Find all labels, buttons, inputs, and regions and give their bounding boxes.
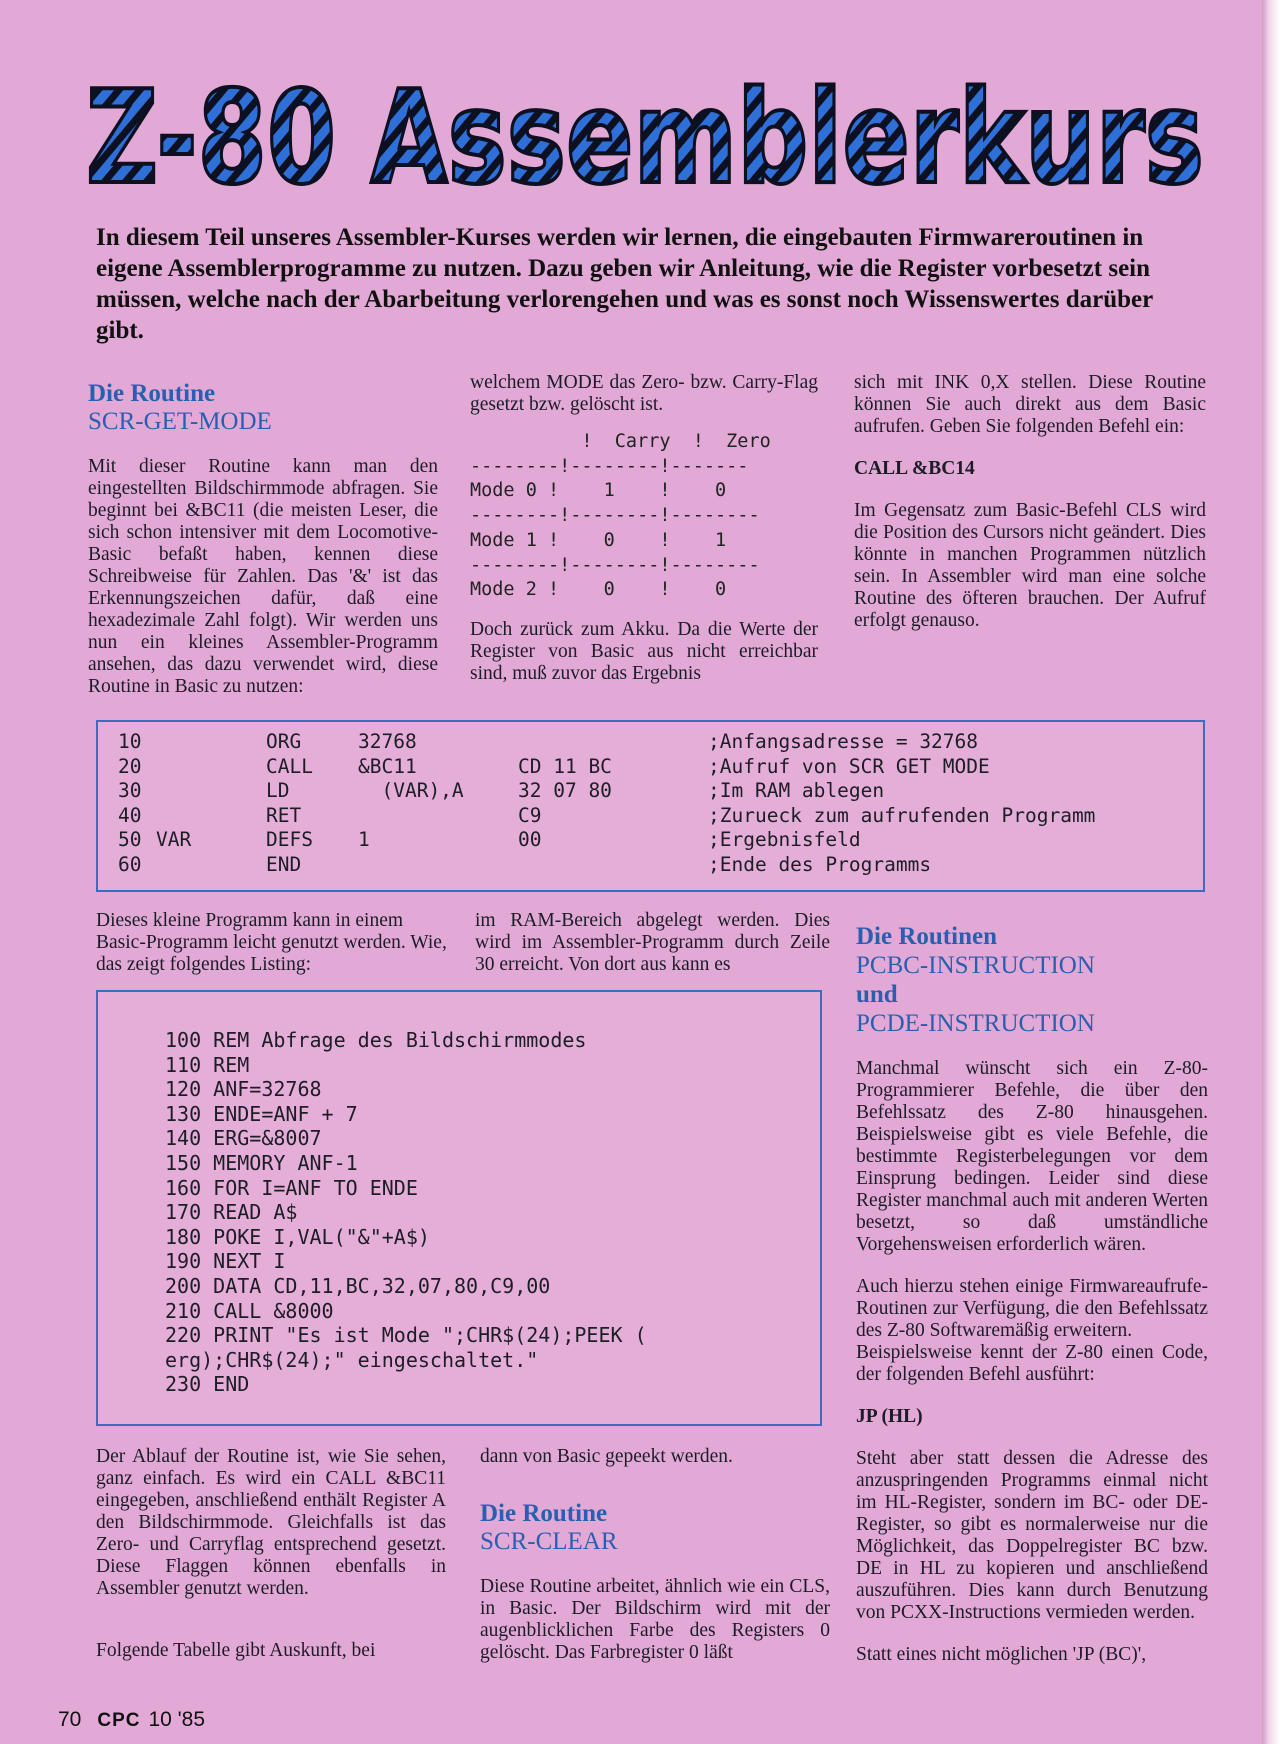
column-right-lower	[856, 922, 1208, 1666]
asm-op: RET	[266, 803, 302, 827]
column-left-mid	[96, 910, 448, 976]
asm-arg: (VAR),A	[358, 779, 464, 803]
page-title	[86, 74, 1206, 194]
paragraph: dann von Basic gepeekt werden.	[480, 1446, 733, 1467]
asm-comment: ;Aufruf von SCR GET MODE	[708, 754, 990, 778]
intro-text: In diesem Teil unseres Assembler-Kurses werden wir lernen, die eingebauten Firmwareroutinen in eigene Assemblerprogramme zu nutzen. Dazu geben wir Anleitung, wie die Register vorbesetzt sein müssen, welche nach der Abarbeitung verlorengehen und was es sonst noch Wissenswertes darüber gibt.	[96, 224, 1153, 344]
heading-line: PCDE-INSTRUCTION	[856, 1010, 1095, 1037]
paragraph: sich mit INK 0,X stellen. Diese Routine können Sie auch direkt aus dem Basic aufrufen. Geben Sie folgenden Befehl ein:	[854, 372, 1206, 437]
page-footer	[58, 1708, 205, 1732]
paragraph: Im Gegensatz zum Basic-Befehl CLS wird die Position des Cursors nicht geändert. Dies könnte in manchen Programmen nützlich sein. In Assembler wird man eine solche Routine des öfteren brauchen. Der Aufruf erfolgt genauso.	[854, 500, 1206, 631]
command-call-bc14: CALL &BC14	[854, 458, 975, 479]
paragraph: Beispielsweise kennt der Z-80 einen Code, der folgenden Befehl ausführt:	[856, 1342, 1208, 1385]
asm-arg: 1	[358, 828, 370, 852]
asm-line: 10	[118, 730, 142, 753]
asm-op: LD	[266, 779, 290, 803]
asm-comment: ;Im RAM ablegen	[708, 779, 885, 803]
asm-arg: 32768	[358, 730, 417, 753]
column-middle-bottom	[480, 1446, 830, 1664]
paragraph: Diese Routine arbeitet, ähnlich wie ein CLS, in Basic. Der Bildschirm wird mit der augenblicklichen Farbe des Registers 0 gelöscht. Das Farbregister 0 läßt	[480, 1576, 830, 1663]
paragraph: Statt eines nicht möglichen 'JP (BC)',	[856, 1644, 1147, 1665]
asm-line: 60	[118, 853, 142, 876]
column-middle-mid	[475, 910, 830, 976]
title-text: Z-80 Assemblerkurs	[86, 74, 1204, 194]
asm-label: VAR	[156, 828, 192, 852]
column-left-bottom	[96, 1446, 446, 1662]
heading-line: Die Routine	[480, 1500, 608, 1527]
asm-hex: 00	[518, 828, 542, 852]
title-graphic	[86, 74, 1206, 194]
paragraph: Manchmal wünscht sich ein Z-80-Programmierer Befehle, die über den Befehlssatz des Z-80 hinausgehen. Beispielsweise gibt es viele Befehle, die bestimmte Registerbelegungen vor dem Einsprung bedingen. Leider sind diese Register manchmal auch mit anderen Werten besetzt, so daß umständliche Vorgehensweisen erforderlich wären.	[856, 1058, 1208, 1255]
asm-hex: 32 07 80	[518, 779, 612, 803]
basic-listing: 100 REM Abfrage des Bildschirmmodes 110 REM 120 ANF=32768 130 ENDE=ANF + 7 140 ERG=&8007 150 MEMORY ANF-1 160 FOR I=ANF TO ENDE 170 READ A$ 180 POKE I,VAL("&"+A$) 190 NEXT I 200 DATA CD,11,BC,32,07,80,C9,00 210 CALL &8000 220 PRINT "Es ist Mode ";CHR$(24);PEEK ( erg);CHR$(24);" eingeschaltet." 230 END	[165, 1028, 647, 1397]
issue-date: 10 '85	[148, 1708, 206, 1731]
paragraph: Steht aber statt dessen die Adresse des anzuspringenden Programms einmal nicht im HL-Register, sondern im BC- oder DE-Register, so gibt es normalerweise nur die Möglichkeit, das Doppelregister BC bzw. DE in HL zu kopieren und anschließend auszuführen. Dies kann durch Benutzung von PCXX-Instructions vermieden werden.	[856, 1448, 1208, 1623]
asm-hex: C9	[518, 803, 542, 827]
assembler-listing	[96, 720, 1205, 892]
paragraph: Der Ablauf der Routine ist, wie Sie sehen, ganz einfach. Es wird ein CALL &BC11 eingegeben, anschließend enthält Register A den Bildschirmmode. Gleichfalls ist das Zero- und Carryflag entsprechend gesetzt. Diese Flaggen können ebenfalls in Assembler genutzt werden.	[96, 1446, 446, 1599]
paragraph: welchem MODE das Zero- bzw. Carry-Flag gesetzt bzw. gelöscht ist.	[470, 372, 818, 415]
asm-op: DEFS	[266, 828, 313, 852]
heading-pcbc-pcde	[856, 922, 1208, 1038]
paragraph: Folgende Tabelle gibt Auskunft, bei	[96, 1640, 376, 1661]
asm-op: CALL	[266, 754, 313, 778]
flag-table: ! Carry ! Zero --------!--------!------- Mode 0 ! 1 ! 0 --------!--------!-------- Mode 1 ! 0 ! 1 --------!--------!-------- Mode 2 ! 0 ! 0	[470, 431, 771, 601]
asm-line: 20	[118, 754, 142, 778]
command-jp-hl: JP (HL)	[856, 1406, 923, 1427]
page-number: 70	[58, 1708, 82, 1731]
asm-arg: &BC11	[358, 754, 417, 778]
paragraph: Mit dieser Routine kann man den eingestellten Bildschirmmode abfragen. Sie beginnt bei &BC11 (die meisten Leser, die sich schon intensiver mit dem Locomotive-Basic befaßt haben, kennen diese Schreibweise für Zahlen. Das '&' ist das Erkennungszeichen dafür, daß eine hexadezimale Zahl folgt). Wir werden uns nun ein kleines Assembler-Programm ansehen, das dazu verwendet wird, diese Routine in Basic zu nutzen:	[88, 456, 438, 697]
asm-line: 40	[118, 803, 142, 827]
heading-line: Die Routinen	[856, 923, 997, 950]
paragraph: im RAM-Bereich abgelegt werden. Dies wird im Assembler-Programm durch Zeile 30 erreicht. Von dort aus kann es	[475, 910, 830, 975]
paragraph: Auch hierzu stehen einige Firmwareaufrufe-Routinen zur Verfügung, die den Befehlssatz des Z-80 Softwaremäßig erweitern.	[856, 1276, 1208, 1341]
paragraph: Doch zurück zum Akku. Da die Werte der Register von Basic aus nicht erreichbar sind, muß zuvor das Ergebnis	[470, 618, 818, 684]
heading-scr-clear	[480, 1500, 830, 1556]
asm-comment: ;Ende des Programms	[708, 853, 932, 876]
asm-comment: ;Ergebnisfeld	[708, 828, 861, 852]
asm-comment: ;Zurueck zum aufrufenden Programm	[708, 803, 1096, 827]
asm-hex: CD 11 BC	[518, 754, 612, 778]
heading-line: PCBC-INSTRUCTION	[856, 952, 1095, 979]
page-edge	[1262, 0, 1280, 1744]
asm-comment: ;Anfangsadresse = 32768	[708, 730, 979, 753]
column-middle	[470, 372, 818, 685]
column-left	[88, 380, 438, 698]
paragraph: Dieses kleine Programm kann in einem Basic-Programm leicht genutzt werden. Wie, das zeigt folgendes Listing:	[96, 910, 447, 975]
column-right-top	[854, 372, 1206, 632]
heading-line: und	[856, 981, 898, 1008]
asm-line: 30	[118, 779, 142, 803]
heading-line: SCR-GET-MODE	[88, 408, 272, 435]
magazine-name: CPC	[97, 1710, 141, 1731]
heading-scr-get-mode	[88, 380, 438, 436]
asm-op: ORG	[266, 730, 302, 753]
asm-op: END	[266, 853, 302, 876]
asm-line: 50	[118, 828, 142, 852]
heading-line: SCR-CLEAR	[480, 1528, 618, 1555]
heading-line: Die Routine	[88, 380, 216, 407]
